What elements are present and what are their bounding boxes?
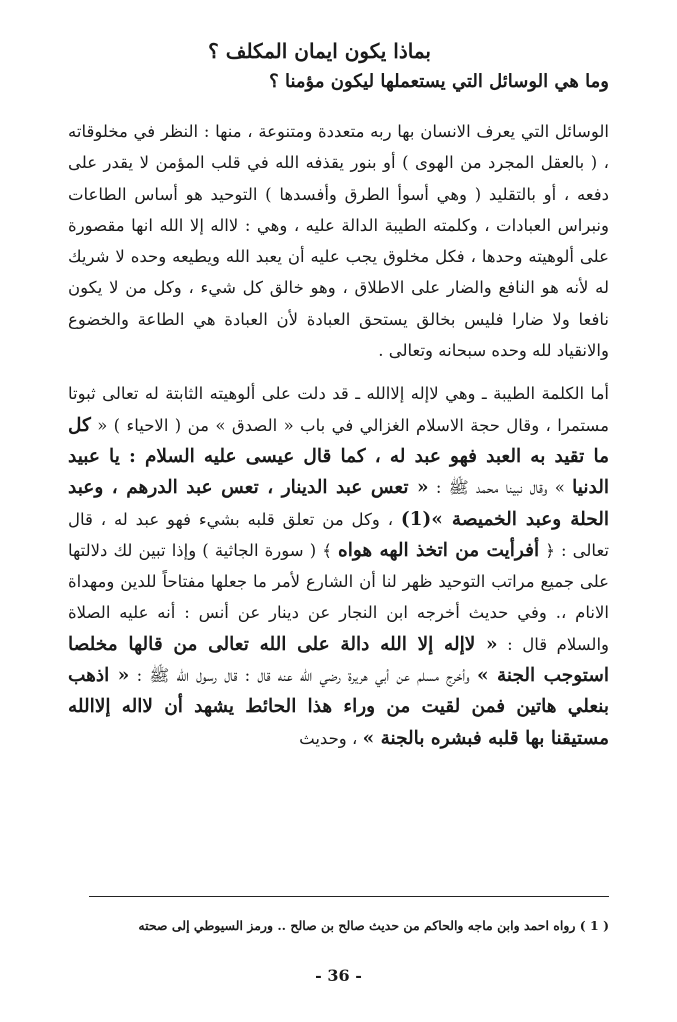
- page-heading: بماذا يكون ايمان المكلف ؟: [208, 39, 431, 63]
- hadith-quote-3: « اذهب بنعلي هاتين فمن لقيت من وراء هذا الحائط يشهد أن لااله إلاالله مستيقنا بها قلبه فبشره بالجنة »: [68, 665, 609, 749]
- page-number: - 36 -: [315, 966, 362, 985]
- footnote: ( 1 ) رواه احمد وابن ماجه والحاكم من حديث صالح بن صالح .. ورمز السيوطي إلى صحته: [138, 918, 609, 933]
- paragraph-2-part-c: » وقال نبينا محمد ﷺ :: [435, 478, 565, 498]
- paragraph-2-part-a: أما الكلمة الطيبة ـ وهي لاإله إلاالله ـ قد دلت على ألوهيته الثابتة له تعالى ثبوتا مستمرا ، وقال حجة الاسلام الغزالي في باب « الصدق » من ( الاحياء ) «: [68, 384, 609, 435]
- paragraph-2-part-g: ﴾ ( سورة الجاثية ) وإذا تبين لك دلالتها على جميع مراتب التوحيد ظهر لنا أن الشارع لأمر ما جعلها مفتاحاً للدين ومهداة الانام ،. وفي حديث أخرجه ابن النجار عن دينار عن أنس : أنه عليه الصلاة والسلام قال :: [68, 540, 610, 654]
- page-subheading: وما هي الوسائل التي يستعملها ليكون مؤمنا ؟: [269, 71, 609, 92]
- footnote-divider: [89, 896, 609, 897]
- paragraph-1: الوسائل التي يعرف الانسان بها ربه متعددة ومتنوعة ، منها : النظر في مخلوقاته ، ( بالعقل المجرد من الهوى ) أو بنور يقذفه الله في قلب المؤمن لا يقدر على دفعه ، أو بالتقليد ( وهي أسوأ الطرق وأفسدها ) التوحيد هو أساس الطاعات ونبراس العبادات ، وكلمته الطيبة الدالة عليه ، وهي : لااله إلا الله انها مقصورة على ألوهيته وحدها ، فكل مخلوق يجب عليه أن يعبد الله ويطيعه وحده لا شريك له لأنه هو النافع والضار على الاطلاق ، وهو خالق كل شيء ، وكل من لا يكون نافعا ولا ضارا فليس بخالق يستحق العبادة لأن العبادة هي الطاعة والخضوع والانقياد لله وحده سبحانه وتعالى .: [68, 122, 609, 361]
- hadith-quote-2: « لاإله إلا الله دالة على الله تعالى من قالها مخلصا استوجب الجنة »: [68, 633, 609, 687]
- paragraph-2-part-k: ، وحديث: [299, 728, 358, 748]
- quran-verse: أفرأيت من اتخذ الهه هواه: [338, 539, 540, 561]
- paragraph-2: [68, 378, 609, 754]
- hadith-quote-1: « تعس عبد الدينار ، تعس عبد الدرهم ، وعبد الحلة وعبد الخميصة »(1): [68, 477, 610, 530]
- paragraph-2-part-e: ، وكل من تعلق قلبه بشيء فهو عبد له ، قال تعالى : ﴿: [68, 509, 610, 560]
- ghazali-quote: كل ما تقيد به العبد فهو عبد له ، كما قال عيسى عليه السلام : يا عبيد الدنيا: [68, 414, 609, 499]
- paragraph-2-part-i: وأخرج مسلم عن أبي هريرة رضي الله عنه قال : قال رسول الله ﷺ :: [136, 666, 470, 686]
